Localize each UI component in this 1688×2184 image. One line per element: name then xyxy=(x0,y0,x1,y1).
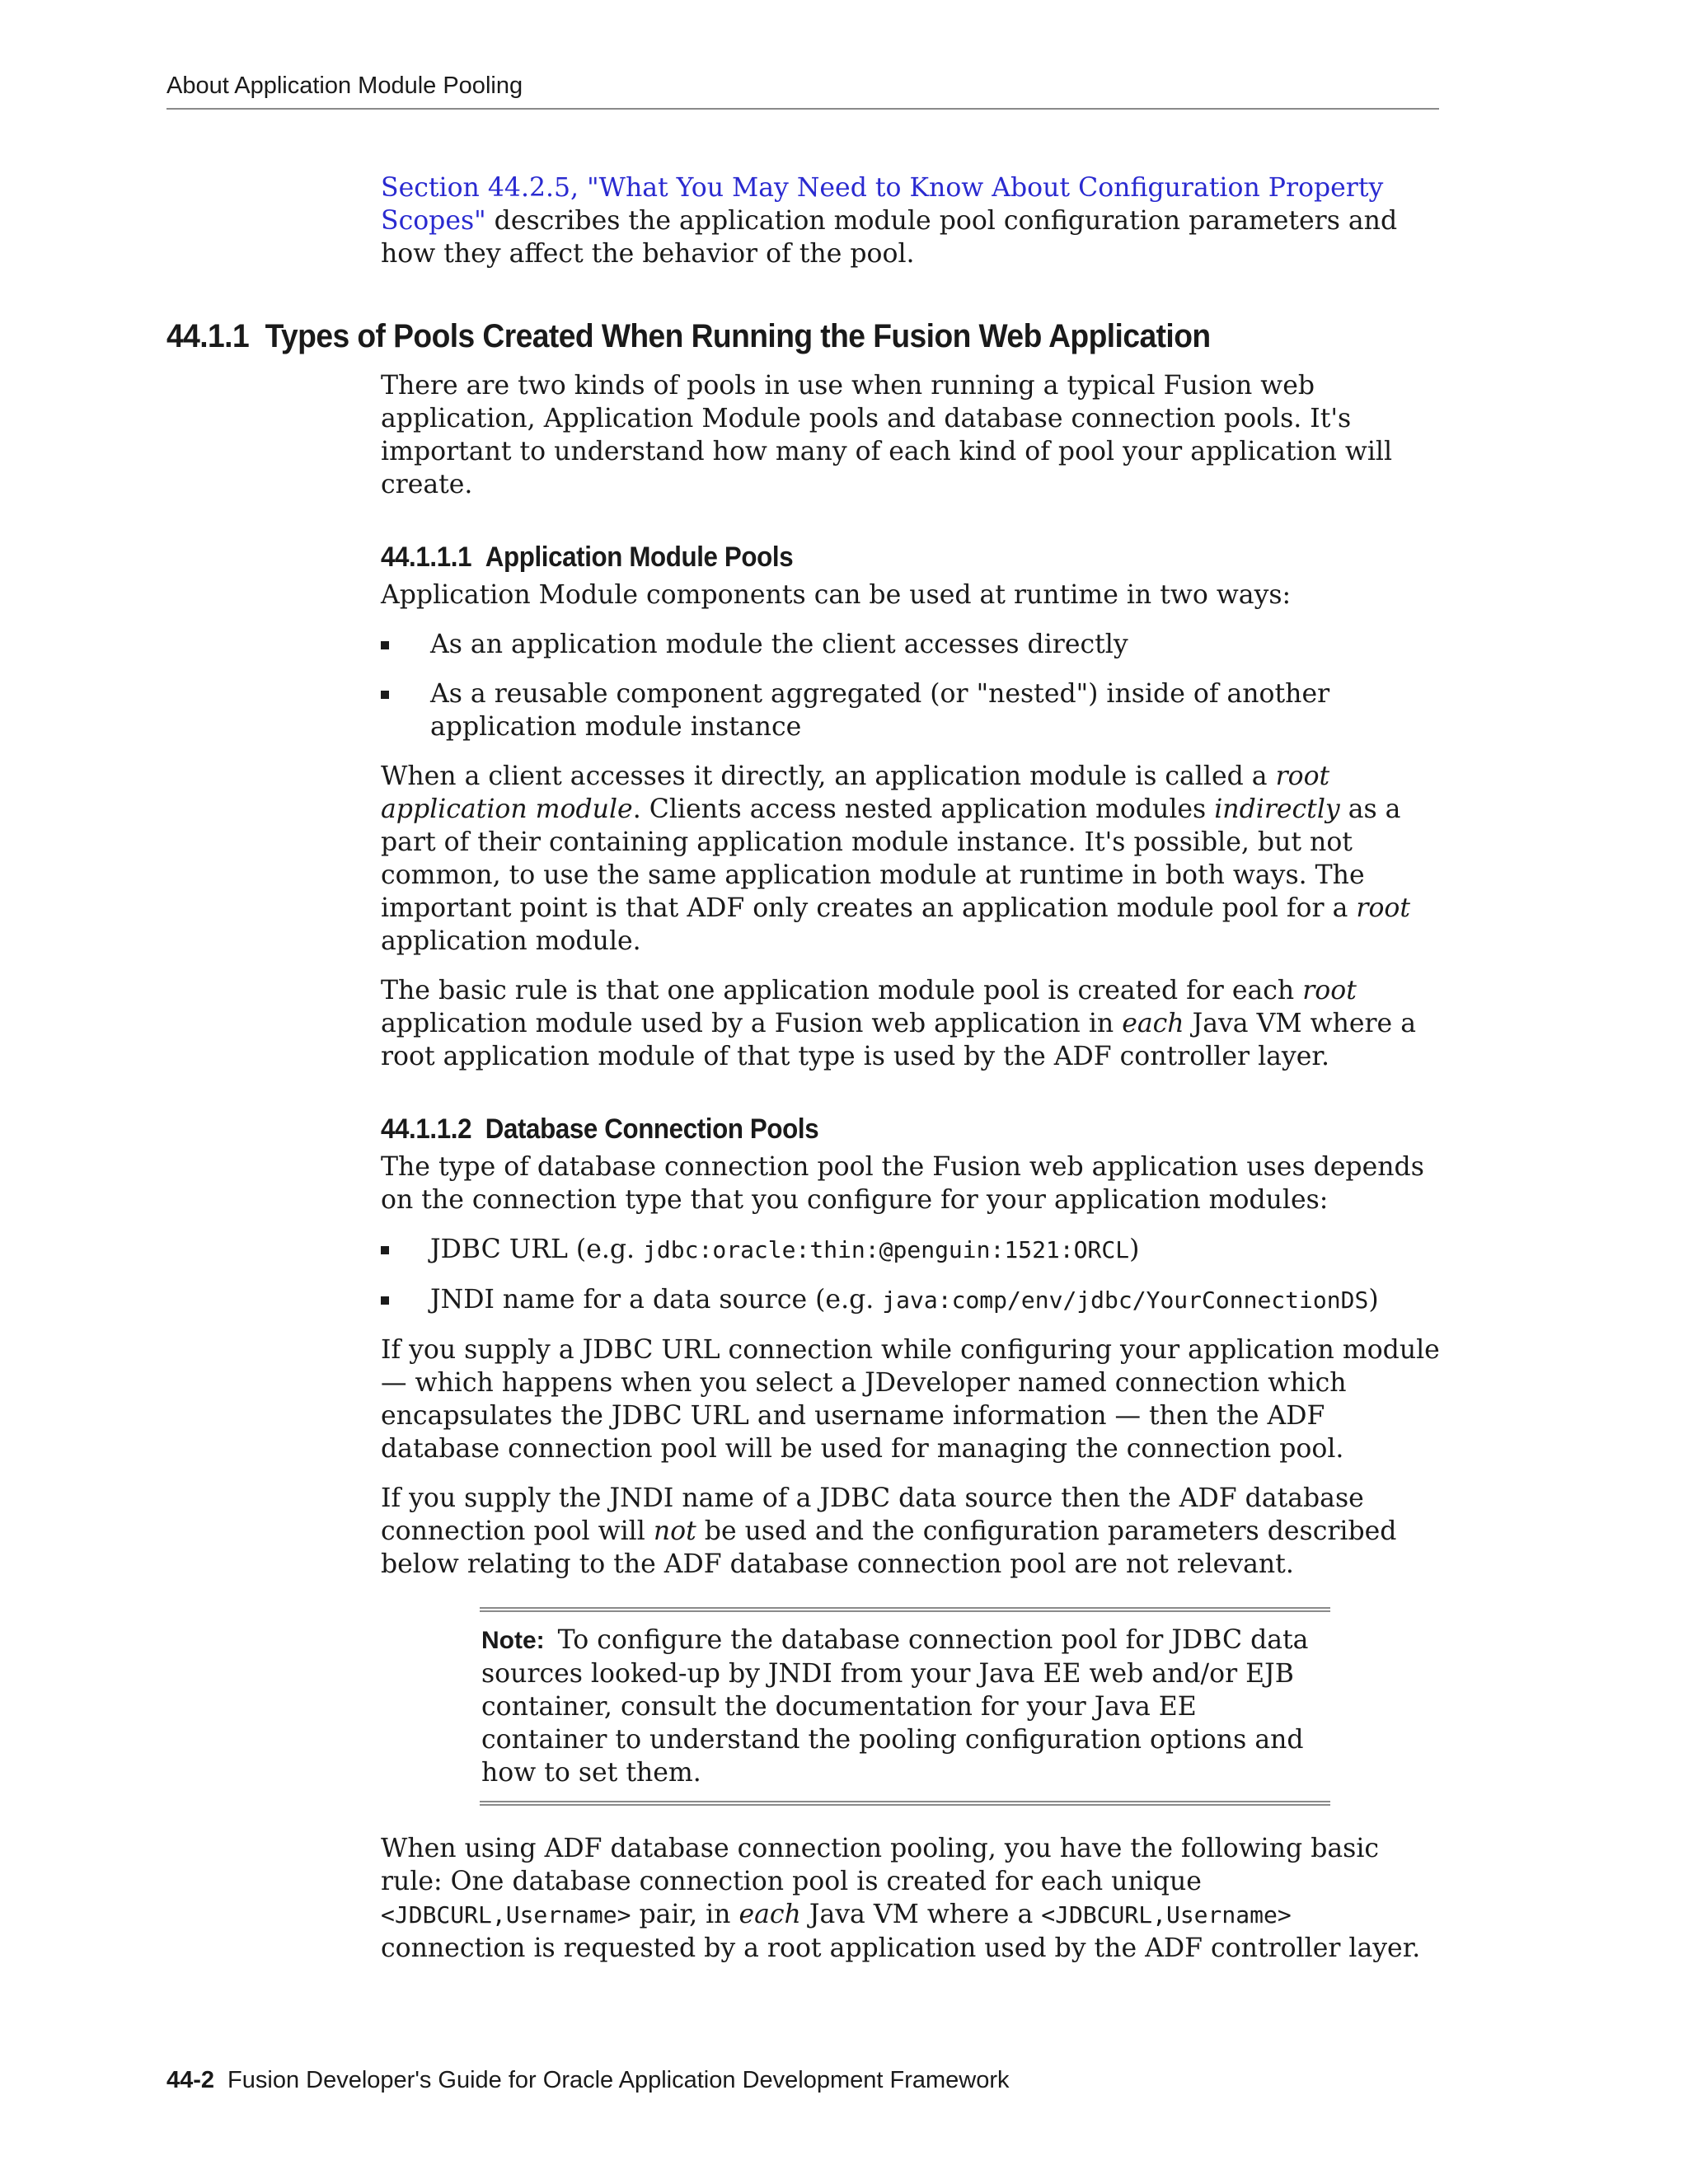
subsection-title: Application Module Pools xyxy=(485,541,794,573)
page-number: 44-2 xyxy=(166,2067,215,2093)
section-title: Types of Pools Created When Running the Fusion Web Application xyxy=(265,318,1211,354)
subsection-number: 44.1.1.1 xyxy=(381,541,472,573)
page-footer xyxy=(166,2067,1010,2094)
section-cross-reference-link[interactable]: Section 44.2.5, "What You May Need to Know About Configuration Property Scopes" xyxy=(381,173,1384,236)
jdbc-url-paragraph: If you supply a JDBC URL connection while configuring your application module — which happens when you select a JDeveloper named connection which encapsulates the JDBC URL and username information — then the ADF database connection pool will be used for managing the connection pool. xyxy=(381,1335,1440,1464)
root-am-paragraph: When a client accesses it directly, an application module is called a root application module. Clients access nested application modules indirectly as a part of their containing application module instance. It's possible, but not common, to use the same application module at runtime in both ways. The important point is that ADF only creates an application module pool for a root application module. xyxy=(381,762,1411,956)
jndi-paragraph: If you supply the JNDI name of a JDBC data source then the ADF database connection pool will not be used and the configuration parameters described below relating to the ADF database connection pool are not relevant. xyxy=(381,1483,1397,1579)
list-item: JNDI name for a data source (e.g. java:comp/env/jdbc/YourConnectionDS) xyxy=(381,1283,1440,1317)
book-title: Fusion Developer's Guide for Oracle Application Development Framework xyxy=(227,2067,1010,2093)
basic-rule-paragraph: The basic rule is that one application module pool is created for each root application module used by a Fusion web application in each Java VM where a root application module of that type is used by the ADF controller layer. xyxy=(381,976,1416,1071)
pooling-rule-paragraph: When using ADF database connection pooling, you have the following basic rule: One database connection pool is created for each unique <JDBCURL,Username> pair, in each Java VM where a <JDBCURL,Username> connection is requested by a root application used by the ADF controller layer. xyxy=(381,1834,1421,1963)
bullet-square-icon xyxy=(381,1246,389,1254)
db-pools-lead: The type of database connection pool the Fusion web application uses depends on the connection type that you configure for your application modules: xyxy=(381,1152,1424,1215)
intro-block xyxy=(381,171,1440,287)
section-body xyxy=(381,369,1440,1981)
bullet-square-icon xyxy=(381,1296,389,1305)
subsection-heading-db-pools xyxy=(381,1113,1355,1146)
note-label: Note: xyxy=(481,1627,545,1654)
list-item: As a reusable component aggregated (or "nested") inside of another application module instance xyxy=(381,677,1440,743)
running-header xyxy=(166,73,1439,110)
subsection-title: Database Connection Pools xyxy=(485,1113,819,1145)
subsection-number: 44.1.1.2 xyxy=(381,1113,472,1145)
section-intro-paragraph: There are two kinds of pools in use when running a typical Fusion web application, Application Module pools and database connection pools. It's important to understand how many of each kind of pool your application will create. xyxy=(381,371,1393,499)
list-item: JDBC URL (e.g. jdbc:oracle:thin:@penguin:1521:ORCL) xyxy=(381,1233,1440,1267)
note-box xyxy=(480,1607,1330,1806)
connection-type-list xyxy=(381,1233,1440,1317)
intro-paragraph xyxy=(381,171,1440,270)
subsection-heading-am-pools xyxy=(381,541,1355,574)
running-title: About Application Module Pooling xyxy=(166,73,523,99)
note-text: To configure the database connection pool for JDBC data sources looked-up by JNDI from your Java EE web and/or EJB container, consult the documentation for your Java EE container to understand the pooling configuration options and how to set them. xyxy=(481,1625,1309,1788)
bullet-square-icon xyxy=(381,641,389,649)
section-number: 44.1.1 xyxy=(166,318,250,354)
section-heading xyxy=(166,318,1211,355)
list-item: As an application module the client accesses directly xyxy=(381,628,1440,661)
am-pools-lead: Application Module components can be used at runtime in two ways: xyxy=(381,580,1292,610)
intro-text: describes the application module pool configuration parameters and how they affect the behavior of the pool. xyxy=(381,206,1398,269)
bullet-square-icon xyxy=(381,691,389,699)
am-usage-list xyxy=(381,628,1440,743)
